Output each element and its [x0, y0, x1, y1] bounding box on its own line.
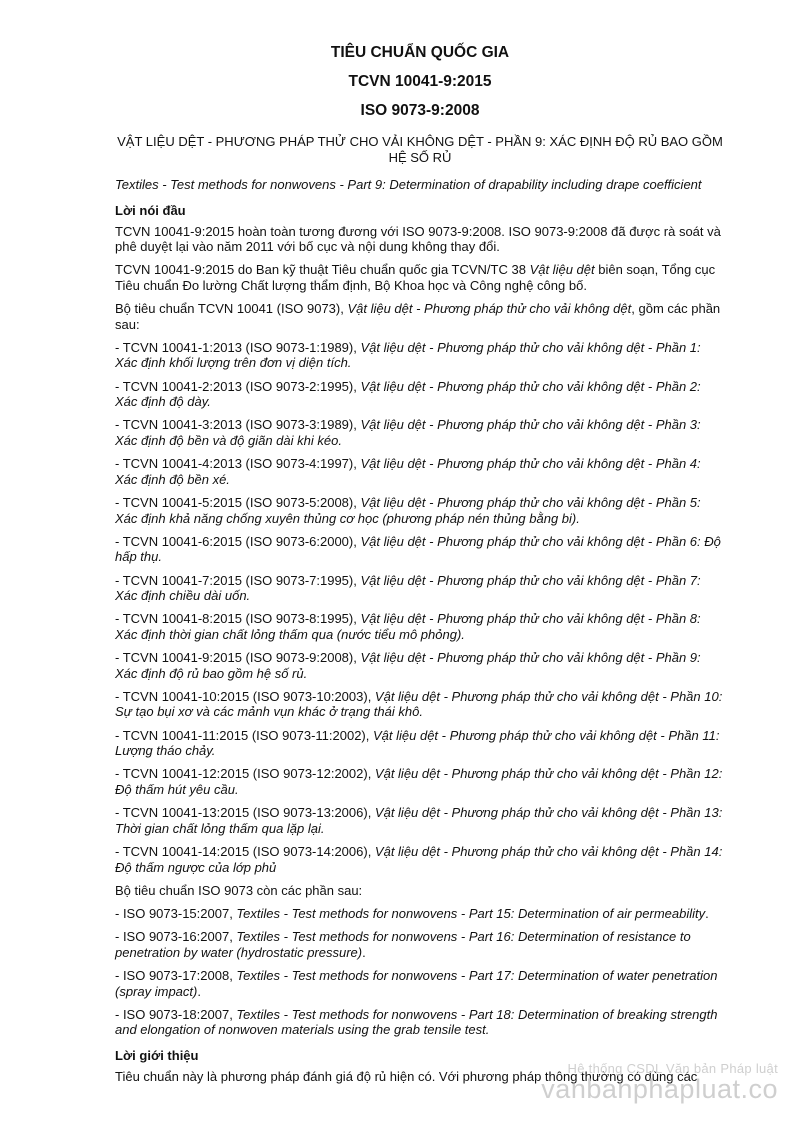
part-title: Textiles - Test methods for nonwovens - Part 16: Determination of resistance to penetration by water (hydrostatic pressure) [115, 929, 691, 960]
part-tail: . [362, 944, 366, 960]
list-item [115, 805, 725, 836]
watermark-line-1: Hệ thống CSDL Văn bản Pháp luật [567, 1061, 778, 1076]
list-item [115, 379, 725, 410]
tcvn-parts-list [115, 340, 725, 875]
list-item [115, 728, 725, 759]
part-tail: . [705, 905, 709, 921]
foreword-paragraph-2 [115, 262, 725, 293]
text-run: TCVN 10041-9:2015 do Ban kỹ thuật Tiêu chuẩn quốc gia TCVN/TC 38 [115, 262, 530, 278]
part-title: Vật liệu dệt - Phương pháp thử cho vải không dệt - Phần 8: Xác định thời gian chất lỏng thấm qua (nước tiểu mô phỏng). [115, 611, 701, 642]
list-item [115, 689, 725, 720]
text-run-italic: Vật liệu dệt [529, 262, 595, 278]
list-item [115, 650, 725, 681]
list-item [115, 417, 725, 448]
part-ref: - TCVN 10041-3:2013 (ISO 9073-3:1989), [115, 417, 361, 433]
list-item [115, 611, 725, 642]
part-title: Vật liệu dệt - Phương pháp thử cho vải không dệt - Phần 9: Xác định độ rủ bao gồm hệ số rủ. [115, 650, 701, 681]
foreword-paragraph-1: TCVN 10041-9:2015 hoàn toàn tương đương với ISO 9073-9:2008. ISO 9073-9:2008 đã được rà soát và phê duyệt lại vào năm 2011 với bố cục và nội dung không thay đổi. [115, 223, 721, 255]
part-title: Vật liệu dệt - Phương pháp thử cho vải không dệt - Phần 6: Độ hấp thụ. [115, 533, 721, 565]
part-title: Vật liệu dệt - Phương pháp thử cho vải không dệt - Phần 2: Xác định độ dày. [115, 378, 701, 410]
part-ref: - TCVN 10041-7:2015 (ISO 9073-7:1995), [115, 572, 361, 588]
part-title: Vật liệu dệt - Phương pháp thử cho vải không dệt - Phần 11: Lượng tháo chảy. [115, 727, 720, 759]
text-run: biên soạn, Tổng cục Tiêu chuẩn Đo lường Chất lượng thẩm định, Bộ Khoa học và Công nghệ công bố. [115, 262, 716, 293]
part-ref: - TCVN 10041-6:2015 (ISO 9073-6:2000), [115, 533, 361, 549]
part-title: Vật liệu dệt - Phương pháp thử cho vải không dệt - Phần 7: Xác định chiều dài uốn. [115, 572, 701, 604]
part-title: Vật liệu dệt - Phương pháp thử cho vải không dệt - Phần 13: Thời gian chất lỏng thấm qua lặp lại. [115, 805, 723, 836]
list-item [115, 766, 725, 797]
part-ref: - TCVN 10041-13:2015 (ISO 9073-13:2006), [115, 805, 375, 821]
part-title: Textiles - Test methods for nonwovens - Part 18: Determination of breaking strength and elongation of nonwoven materials using the grab tensile test. [115, 1006, 718, 1038]
english-title: Textiles - Test methods for nonwovens - Part 9: Determination of drapability including drape coefficient [115, 177, 702, 192]
list-item [115, 534, 725, 565]
part-ref: - ISO 9073-16:2007, [115, 929, 237, 945]
part-title: Textiles - Test methods for nonwovens - Part 17: Determination of water penetration (spray impact) [115, 967, 718, 999]
list-item [115, 573, 725, 604]
part-title: Vật liệu dệt - Phương pháp thử cho vải không dệt - Phần 3: Xác định độ bền và độ giãn dài khi kéo. [115, 417, 701, 448]
part-ref: - ISO 9073-15:2007, [115, 905, 237, 921]
introduction-paragraph-1: Tiêu chuẩn này là phương pháp đánh giá độ rủ hiện có. Với phương pháp thông thường có dùng các [115, 1068, 698, 1084]
part-ref: - TCVN 10041-4:2013 (ISO 9073-4:1997), [115, 456, 361, 472]
part-ref: - TCVN 10041-9:2015 (ISO 9073-9:2008), [115, 650, 361, 666]
text-run-italic: Vật liệu dệt - Phương pháp thử cho vải không dệt [347, 301, 632, 317]
standard-subtitle: VẬT LIỆU DỆT - PHƯƠNG PHÁP THỬ CHO VẢI KHÔNG DỆT - PHẦN 9: XÁC ĐỊNH ĐỘ RỦ BAO GỒM HỆ SỐ RỦ [117, 134, 723, 165]
list-item [115, 456, 725, 487]
part-ref: - ISO 9073-17:2008, [115, 967, 237, 983]
standard-code: TCVN 10041-9:2015 [348, 73, 492, 90]
list-item [115, 906, 725, 922]
document-page [115, 44, 725, 1092]
text-run: Bộ tiêu chuẩn TCVN 10041 (ISO 9073), [115, 301, 348, 317]
part-title: Vật liệu dệt - Phương pháp thử cho vải không dệt - Phần 14: Độ thấm ngược của lớp phủ [115, 844, 723, 875]
document-title: TIÊU CHUẨN QUỐC GIA [330, 44, 510, 61]
part-ref: - ISO 9073-18:2007, [115, 1006, 237, 1022]
foreword-heading: Lời nói đầu [115, 202, 186, 218]
part-title: Vật liệu dệt - Phương pháp thử cho vải không dệt - Phần 5: Xác định khả năng chống xuyên thủng cơ học (phương pháp nén thủng bằng bi). [115, 494, 701, 526]
part-ref: - TCVN 10041-5:2015 (ISO 9073-5:2008), [115, 494, 361, 510]
part-ref: - TCVN 10041-8:2015 (ISO 9073-8:1995), [115, 611, 361, 627]
foreword-paragraph-3 [115, 301, 725, 332]
part-title: Vật liệu dệt - Phương pháp thử cho vải không dệt - Phần 4: Xác định độ bền xé. [115, 456, 701, 487]
part-title: Vật liệu dệt - Phương pháp thử cho vải không dệt - Phần 1: Xác định khối lượng trên đơn vị diện tích. [115, 339, 701, 371]
text-run: , gồm các phần sau: [115, 301, 721, 332]
list-item [115, 844, 725, 875]
watermark-line-2: vanbanphapluat.co [541, 1074, 778, 1104]
part-tail: . [197, 983, 201, 999]
list-item [115, 495, 725, 526]
part-ref: - TCVN 10041-14:2015 (ISO 9073-14:2006), [115, 844, 375, 859]
part-ref: - TCVN 10041-2:2013 (ISO 9073-2:1995), [115, 378, 361, 394]
list-item [115, 968, 725, 999]
part-title: Textiles - Test methods for nonwovens - Part 15: Determination of air permeability [236, 905, 706, 921]
list-item [115, 929, 725, 960]
iso-code: ISO 9073-9:2008 [360, 102, 480, 119]
iso-parts-intro: Bộ tiêu chuẩn ISO 9073 còn các phần sau: [115, 882, 363, 898]
part-ref: - TCVN 10041-11:2015 (ISO 9073-11:2002), [115, 727, 373, 743]
part-ref: - TCVN 10041-12:2015 (ISO 9073-12:2002), [115, 766, 375, 782]
iso-parts-list [115, 906, 725, 1038]
part-title: Vật liệu dệt - Phương pháp thử cho vải không dệt - Phần 12: Độ thấm hút yêu cầu. [115, 766, 723, 798]
part-title: Vật liệu dệt - Phương pháp thử cho vải không dệt - Phần 10: Sự tạo bụi xơ và các mảnh vụn khác ở trạng thái khô. [115, 688, 723, 720]
list-item [115, 340, 725, 371]
introduction-heading: Lời giới thiệu [115, 1047, 199, 1063]
list-item [115, 1007, 725, 1038]
watermark [541, 1061, 778, 1105]
part-ref: - TCVN 10041-10:2015 (ISO 9073-10:2003), [115, 688, 375, 704]
part-ref: - TCVN 10041-1:2013 (ISO 9073-1:1989), [115, 339, 361, 355]
